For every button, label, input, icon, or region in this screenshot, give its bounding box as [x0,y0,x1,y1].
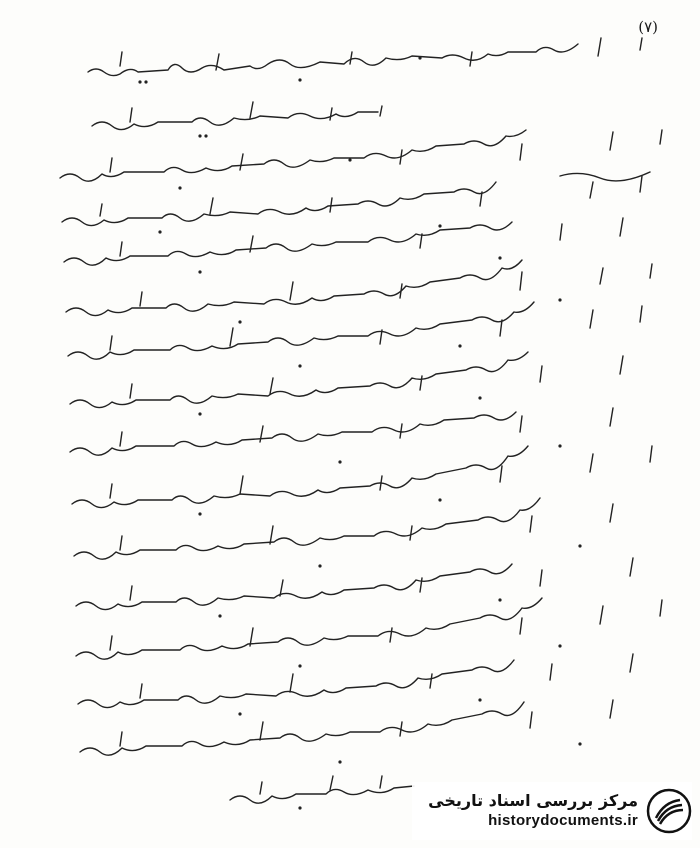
handwritten-line [76,598,542,659]
handwritten-line [74,498,540,559]
handwritten-line [60,130,526,181]
handwritten-line [78,660,514,708]
watermark-text [428,791,638,831]
handwritten-line [72,446,528,508]
book-pages-icon [646,788,692,834]
handwritten-line [66,260,522,316]
handwritten-line [64,222,512,265]
handwritten-line [70,352,528,408]
handwritten-line [68,302,534,359]
handwritten-line [88,44,578,76]
watermark-url: historydocuments.ir [488,812,638,829]
handwritten-line [76,564,512,610]
handwritten-line [70,412,516,455]
watermark-name: مرکز بررسی اسناد تاریخی [428,791,638,810]
watermark [412,782,692,840]
handwritten-line [80,702,524,755]
handwritten-line [62,182,496,226]
handwritten-line [92,112,378,130]
page-number: (۷) [638,18,658,36]
handwritten-line [230,786,414,803]
